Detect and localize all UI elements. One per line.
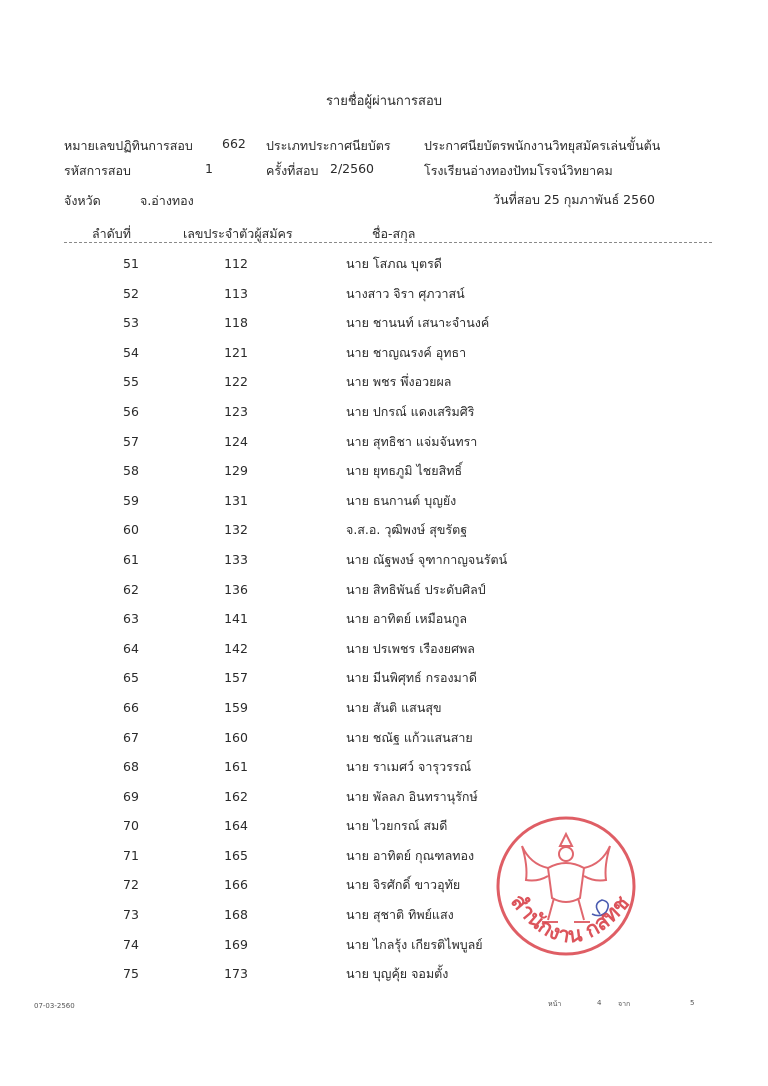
page-title: รายชื่อผู้ผ่านการสอบ (325, 94, 443, 109)
table-row (0, 666, 768, 696)
row-candidate-id: 166 (224, 877, 248, 893)
row-seq: 52 (123, 285, 139, 301)
row-name: นาย บุญคุ้ย จอมตั้ง (346, 966, 449, 982)
province-label: จังหวัด (64, 193, 101, 208)
row-seq: 53 (123, 315, 139, 331)
header-divider (64, 242, 712, 243)
row-name: นาย โสภณ บุตรดี (346, 256, 442, 271)
row-seq: 54 (123, 344, 139, 360)
row-seq: 64 (123, 640, 139, 656)
round-value: 2/2560 (330, 161, 374, 176)
table-row (0, 785, 768, 815)
row-candidate-id: 142 (224, 640, 248, 656)
row-seq: 67 (123, 729, 139, 745)
row-name: นาย ชณัฐ แก้วแสนสาย (346, 729, 473, 745)
row-seq: 73 (123, 907, 139, 923)
page-total: 5 (690, 999, 695, 1007)
row-candidate-id: 169 (224, 936, 248, 952)
row-name: นาย ชาญณรงค์ อุทธา (346, 344, 467, 360)
column-header-candidate-id: เลขประจำตัวผู้สมัคร (183, 226, 293, 241)
page-current: 4 (597, 999, 602, 1007)
row-name: นาย สันติ แสนสุข (346, 699, 442, 715)
table-row (0, 607, 768, 637)
row-candidate-id: 136 (224, 581, 248, 597)
row-candidate-id: 141 (224, 611, 248, 627)
row-candidate-id: 113 (224, 285, 248, 301)
seal-text: สำนักงาน กสทช (506, 889, 635, 948)
row-candidate-id: 112 (224, 256, 248, 271)
column-header-name: ชื่อ-สกุล (372, 226, 416, 241)
row-candidate-id: 164 (224, 818, 248, 834)
row-candidate-id: 121 (224, 344, 248, 360)
row-seq: 57 (123, 433, 139, 449)
table-row (0, 726, 768, 756)
practice-no-value: 662 (222, 136, 246, 151)
row-name: นาย อาทิตย์ กุณฑลทอง (346, 847, 475, 863)
row-seq: 63 (123, 611, 139, 627)
table-row (0, 844, 768, 874)
row-candidate-id: 173 (224, 966, 248, 982)
exam-code-label: รหัสการสอบ (64, 163, 131, 178)
row-name: นาย ไกลรุ้ง เกียรติไพบูลย์ (346, 936, 483, 952)
page-label: หน้า (548, 1000, 562, 1008)
round-label: ครั้งที่สอบ (266, 163, 319, 178)
page-of-label: จาก (618, 1000, 631, 1008)
table-row (0, 578, 768, 608)
row-seq: 65 (123, 670, 139, 686)
row-name: นาย ราเมศว์ จารุวรรณ์ (346, 759, 472, 775)
table-row (0, 637, 768, 667)
row-candidate-id: 157 (224, 670, 248, 686)
row-seq: 71 (123, 847, 139, 863)
row-name: นาย สิทธิพันธ์ ประดับศิลป์ (346, 581, 486, 597)
row-name: นาย มีนพิศุทธ์ กรองมาดี (346, 670, 477, 686)
row-name: นางสาว จิรา ศุภวาสน์ (346, 285, 465, 301)
row-name: นาย อาทิตย์ เหมือนกูล (346, 611, 468, 627)
table-row (0, 873, 768, 903)
row-seq: 61 (123, 551, 139, 567)
row-name: นาย สุทธิชา แจ่มจันทรา (346, 433, 478, 449)
row-candidate-id: 131 (224, 492, 248, 508)
row-name: นาย ปรเพชร เรืองยศพล (346, 640, 475, 656)
table-row (0, 341, 768, 371)
table-row (0, 282, 768, 312)
row-candidate-id: 129 (224, 463, 248, 479)
official-seal (488, 806, 638, 976)
row-seq: 60 (123, 522, 139, 538)
row-seq: 59 (123, 492, 139, 508)
table-row (0, 755, 768, 785)
row-seq: 75 (123, 966, 139, 982)
practice-no-label: หมายเลขปฏิทินการสอบ (64, 138, 193, 153)
row-seq: 69 (123, 788, 139, 804)
row-seq: 70 (123, 818, 139, 834)
row-name: นาย ธนกานต์ บุญยัง (346, 492, 457, 508)
row-name: นาย ปกรณ์ แดงเสริมศิริ (346, 403, 475, 419)
table-row (0, 370, 768, 400)
row-candidate-id: 162 (224, 788, 248, 804)
table-row (0, 696, 768, 726)
row-name: นาย ไวยกรณ์ สมดี (346, 818, 448, 834)
table-row (0, 430, 768, 460)
row-candidate-id: 132 (224, 522, 248, 538)
exam-code-value: 1 (205, 161, 213, 176)
row-seq: 51 (123, 256, 139, 271)
table-row (0, 400, 768, 430)
row-seq: 58 (123, 463, 139, 479)
row-candidate-id: 168 (224, 907, 248, 923)
row-name: นาย พัลลภ อินทรานุรักษ์ (346, 788, 478, 804)
row-name: นาย ณัฐพงษ์ จุฑากาญจนรัตน์ (346, 551, 508, 567)
row-seq: 62 (123, 581, 139, 597)
table-row (0, 252, 768, 282)
row-candidate-id: 118 (224, 315, 248, 331)
row-name: นาย สุชาติ ทิพย์แสง (346, 907, 454, 923)
cert-type-label: ประเภทประกาศนียบัตร (266, 138, 391, 153)
garuda-emblem-icon (488, 806, 638, 976)
row-seq: 66 (123, 699, 139, 715)
cert-type-value: ประกาศนียบัตรพนักงานวิทยุสมัครเล่นขั้นต้น (424, 138, 661, 153)
row-name: นาย ชานนท์ เสนาะจำนงค์ (346, 315, 490, 331)
table-row (0, 548, 768, 578)
row-candidate-id: 124 (224, 433, 248, 449)
row-seq: 56 (123, 403, 139, 419)
province-value: จ.อ่างทอง (140, 193, 194, 208)
row-candidate-id: 123 (224, 403, 248, 419)
table-row (0, 489, 768, 519)
row-name: นาย ยุทธภูมิ ไชยสิทธิ์ (346, 463, 463, 479)
row-seq: 68 (123, 759, 139, 775)
exam-date: วันที่สอบ 25 กุมภาพันธ์ 2560 (493, 192, 655, 207)
row-seq: 55 (123, 374, 139, 390)
table-row (0, 311, 768, 341)
row-candidate-id: 122 (224, 374, 248, 390)
table-row (0, 459, 768, 489)
row-candidate-id: 165 (224, 847, 248, 863)
row-candidate-id: 160 (224, 729, 248, 745)
table-row (0, 962, 768, 992)
table-row (0, 814, 768, 844)
candidate-list (0, 252, 768, 992)
table-row (0, 903, 768, 933)
row-candidate-id: 133 (224, 551, 248, 567)
table-row (0, 933, 768, 963)
row-name: จ.ส.อ. วุฒิพงษ์ สุขรัตฐ (346, 522, 468, 538)
table-row (0, 518, 768, 548)
row-name: นาย จิรศักดิ์ ขาวอุทัย (346, 877, 461, 893)
row-candidate-id: 159 (224, 699, 248, 715)
print-date: 07-03-2560 (34, 1002, 75, 1010)
row-candidate-id: 161 (224, 759, 248, 775)
row-seq: 74 (123, 936, 139, 952)
column-header-seq: ลำดับที่ (92, 226, 131, 241)
venue: โรงเรียนอ่างทองปัทมโรจน์วิทยาคม (424, 163, 613, 178)
row-seq: 72 (123, 877, 139, 893)
row-name: นาย พชร พึ่งอวยผล (346, 374, 452, 390)
